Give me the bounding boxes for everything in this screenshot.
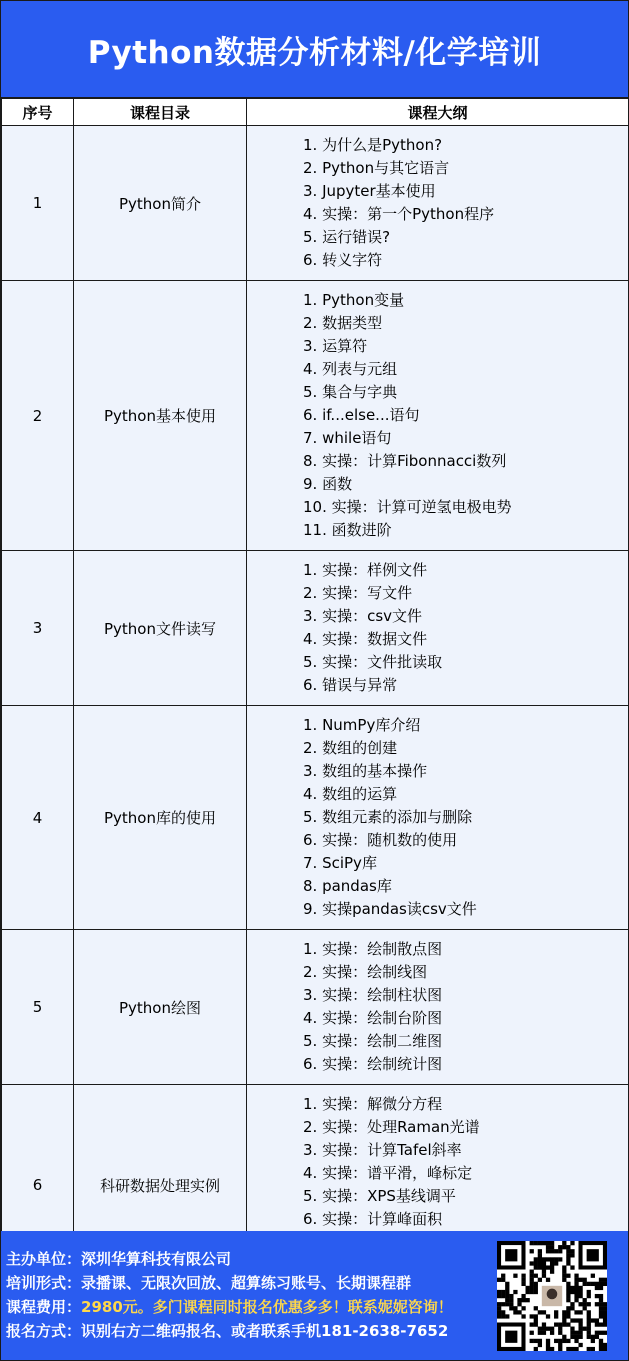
organizer-line: 主办单位：深圳华算科技有限公司 (6, 1250, 232, 1268)
header-banner (1, 1, 628, 98)
table-body (2, 126, 629, 1286)
outline-item: 5. 运行错误? (303, 228, 391, 246)
outline-item: 2. 实操：处理Raman光谱 (303, 1118, 480, 1136)
course-name: 科研数据处理实例 (74, 1085, 247, 1286)
row-number: 4 (2, 706, 74, 930)
course-name: Python绘图 (74, 930, 247, 1085)
outline-item: 2. 数组的创建 (303, 739, 398, 757)
table-row (2, 930, 629, 1085)
outline-item: 6. if...else...语句 (303, 406, 420, 424)
outline-item: 1. NumPy库介绍 (303, 716, 421, 734)
signup-line: 报名方式：识别右方二维码报名、或者联系手机181-2638-7652 (6, 1322, 449, 1340)
fee-label: 课程费用： (6, 1298, 82, 1316)
outline-item: 9. 实操pandas读csv文件 (303, 900, 477, 918)
footer-lines (6, 1247, 453, 1343)
table-header-row (2, 99, 629, 126)
outline-item: 6. 实操：绘制统计图 (303, 1055, 443, 1073)
page-title: Python数据分析材料/化学培训 (87, 34, 542, 71)
row-number: 3 (2, 551, 74, 706)
outline-list (303, 134, 628, 272)
outline-item: 11. 函数进阶 (303, 521, 392, 539)
outline-item: 9. 函数 (303, 475, 353, 493)
table-row (2, 281, 629, 551)
footer-info (1, 1231, 628, 1360)
outline-item: 7. while语句 (303, 429, 392, 447)
outline-item: 7. SciPy库 (303, 854, 377, 872)
outline-list (303, 559, 628, 697)
course-name: Python库的使用 (74, 706, 247, 930)
course-table (1, 98, 629, 1286)
outline-item: 6. 实操：随机数的使用 (303, 831, 458, 849)
outline-item: 6. 实操：计算峰面积 (303, 1210, 443, 1228)
outline-item: 2. 数据类型 (303, 314, 383, 332)
outline-item: 3. 运算符 (303, 337, 368, 355)
outline-item: 1. 实操：样例文件 (303, 561, 428, 579)
table-row (2, 706, 629, 930)
qr-code-graphic (497, 1241, 607, 1351)
outline-item: 4. 实操：数据文件 (303, 630, 428, 648)
outline-item: 4. 实操：谱平滑，峰标定 (303, 1164, 473, 1182)
outline-item: 2. Python与其它语言 (303, 159, 450, 177)
course-outline (247, 930, 629, 1085)
course-outline (247, 126, 629, 281)
outline-item: 3. 数组的基本操作 (303, 762, 428, 780)
outline-item: 1. 为什么是Python? (303, 136, 443, 154)
column-header-catalog: 课程目录 (74, 99, 247, 126)
course-name: Python文件读写 (74, 551, 247, 706)
outline-item: 2. 实操：写文件 (303, 584, 413, 602)
course-outline (247, 706, 629, 930)
outline-item: 6. 错误与异常 (303, 676, 398, 694)
course-name: Python简介 (74, 126, 247, 281)
outline-item: 4. 列表与元组 (303, 360, 398, 378)
outline-item: 8. 实操：计算Fibonnacci数列 (303, 452, 507, 470)
fee-line (6, 1295, 453, 1319)
outline-item: 3. Jupyter基本使用 (303, 182, 436, 200)
format-line: 培训形式：录播课、无限次回放、超算练习账号、长期课程群 (6, 1274, 412, 1292)
fee-value: 2980元。多门课程同时报名优惠多多！联系妮妮咨询！ (81, 1298, 453, 1316)
outline-item: 2. 实操：绘制线图 (303, 963, 428, 981)
column-header-outline: 课程大纲 (247, 99, 629, 126)
table-row (2, 126, 629, 281)
column-header-number: 序号 (2, 99, 74, 126)
outline-item: 5. 实操：XPS基线调平 (303, 1187, 456, 1205)
course-outline (247, 281, 629, 551)
outline-item: 6. 转义字符 (303, 251, 383, 269)
outline-item: 1. Python变量 (303, 291, 405, 309)
outline-item: 5. 集合与字典 (303, 383, 398, 401)
outline-item: 4. 实操：第一个Python程序 (303, 205, 495, 223)
outline-item: 10. 实操：计算可逆氢电极电势 (303, 498, 512, 516)
outline-item: 5. 实操：文件批读取 (303, 653, 443, 671)
outline-list (303, 289, 628, 542)
outline-item: 4. 实操：绘制台阶图 (303, 1009, 443, 1027)
row-number: 1 (2, 126, 74, 281)
course-name: Python基本使用 (74, 281, 247, 551)
outline-item: 8. pandas库 (303, 877, 392, 895)
outline-item: 1. 实操：绘制散点图 (303, 940, 443, 958)
outline-list (303, 714, 628, 921)
row-number: 2 (2, 281, 74, 551)
outline-item: 1. 实操：解微分方程 (303, 1095, 443, 1113)
outline-item: 3. 实操：csv文件 (303, 607, 423, 625)
course-outline (247, 551, 629, 706)
row-number: 5 (2, 930, 74, 1085)
outline-item: 4. 数组的运算 (303, 785, 398, 803)
row-number: 6 (2, 1085, 74, 1286)
outline-list (303, 938, 628, 1076)
outline-item: 5. 数组元素的添加与删除 (303, 808, 473, 826)
outline-item: 3. 实操：计算Tafel斜率 (303, 1141, 462, 1159)
table-row (2, 551, 629, 706)
outline-item: 5. 实操：绘制二维图 (303, 1032, 443, 1050)
outline-item: 3. 实操：绘制柱状图 (303, 986, 443, 1004)
qr-code-icon[interactable] (497, 1241, 607, 1351)
